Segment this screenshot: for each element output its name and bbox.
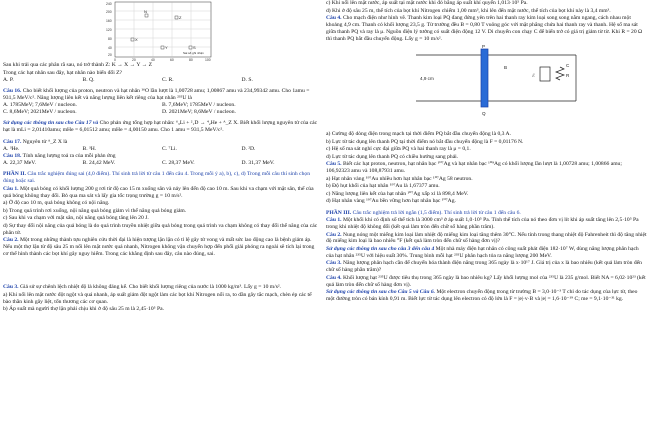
left-column <box>3 0 321 443</box>
question-number: Câu 1. <box>326 217 342 224</box>
question-number: Câu 17. <box>3 138 22 145</box>
question-4 <box>326 15 647 43</box>
question-number: Câu 3. <box>326 260 342 267</box>
x-tick: 80 <box>189 58 193 62</box>
q-decay-options <box>3 77 321 84</box>
option[interactable]: D. 2021MeV; 8,6MeV / nucleon. <box>162 109 236 116</box>
question-3 <box>3 284 321 291</box>
statement[interactable]: c) Hệ số ma sát nghỉ cực đại giữa PQ và hai thanh ray là μ = 0,1. <box>326 146 471 153</box>
chart-point <box>131 38 134 41</box>
question-18 <box>3 153 321 160</box>
rod-pq <box>481 49 488 107</box>
question-number: Câu 18. <box>3 152 22 159</box>
question-number: Câu 3. <box>3 284 19 291</box>
statement[interactable]: d) Hạt nhân vàng ¹⁹⁷Au bền vững hơn hạt nhân bạc ¹⁰⁷Ag. <box>326 198 456 205</box>
y-tick: 120 <box>106 28 112 32</box>
battery <box>540 67 550 81</box>
y-tick: 20 <box>108 53 112 57</box>
chart-point <box>145 14 148 17</box>
question-text: Một khối khí có định số thể tích là 3000 cm³ ở áp suất 1,0·10⁵ Pa. Tính thể tích của nó theo đơn vị lít khi áp suất tăng lên 2,5·10⁵ Pa trong khi nhiệt độ không đổi (kết quả làm tròn đến chữ số hàng phần trăm). <box>326 217 639 231</box>
option[interactable]: B. Q. <box>82 77 95 83</box>
option[interactable]: C. ⁷Li. <box>162 146 177 153</box>
info-heading: Sử dụng các thông tin sau cho câu 3 đến câu 4 <box>326 245 435 252</box>
info-block <box>3 120 321 134</box>
x-tick: 100 <box>205 58 211 62</box>
y-tick: 240 <box>106 2 112 6</box>
short-question-1 <box>326 217 647 231</box>
q-decay-sub: Trong các hạt nhân sau đây, hạt nhân nào biến đổi Z? <box>3 69 123 76</box>
x-tick: 0 <box>114 58 116 62</box>
question-18-options <box>3 160 321 167</box>
option[interactable]: D. ²D. <box>241 146 256 153</box>
question-2 <box>3 237 321 258</box>
option[interactable]: C. 28,37 MeV. <box>162 160 195 167</box>
label-distance: 4,9 cm <box>420 76 434 82</box>
rheostat <box>556 67 564 80</box>
info-text: Cho phản ứng tổng hợp hạt nhân: ⁶₃Li + ²₁D → ⁴₂He + ᴬ_Z X. Biết khối lượng nguyên tử của các hạt là mLi = 2,01410amu; mHe = 6,01512 amu; mHe = 4,00150 amu. Cho 1 amu = 931,5 MeV/c². <box>3 120 318 134</box>
statement[interactable]: d) Sự thay đổi nội năng của quả bóng là do quá trình truyền nhiệt giữa quả bóng trong quá trình va chạm không có thay đổi thể năng của các phân tử. <box>3 222 318 236</box>
y-tick: 200 <box>106 10 112 14</box>
chart-point <box>189 46 192 49</box>
question-16-options-2 <box>3 109 321 116</box>
label-q: Q <box>482 111 486 117</box>
point-label: X <box>135 37 138 42</box>
question-1 <box>3 186 321 200</box>
statement[interactable]: a) Cường độ dòng điện trong mạch tại thời điểm PQ bắt đầu chuyển động là 0,3 A. <box>326 131 511 138</box>
short-question-3 <box>326 260 647 274</box>
info-heading: Sử dụng các thông tin sau cho Câu 5 và Câu 6. <box>326 289 436 296</box>
y-tick: 80 <box>108 37 112 41</box>
label-p: P <box>482 44 486 50</box>
statement[interactable]: d) Khi ở độ sâu 25 m, thể tích của bọt khí Nitrogen chiếm 1,00 mm³, khi lên đến mặt nước, thể tích của bọt khí này là 3,4 mm³. <box>326 7 611 14</box>
question-text: Nguyên tử ᴬ_Z X là <box>22 138 68 145</box>
question-number: Câu 2. <box>3 237 19 244</box>
point-label: Z <box>179 15 182 20</box>
question-number: Câu 2. <box>326 231 342 238</box>
option[interactable]: A. 22,37 MeV. <box>3 160 36 167</box>
info-heading: Sử dụng các thông tin sau cho Câu 17 và <box>3 120 99 127</box>
question-text: Cho biết khối lượng của proton, neutron và hạt nhân ¹⁶O lần lượt là 1,00728 amu; 1,00867 amu và 234,99342 amu. Cho 1amu = 931,5 MeV/c². Năng lượng liên kết và năng lượng liên kết riêng của hạt nhân ²³⁵U là <box>3 87 310 101</box>
x-tick: 60 <box>170 58 174 62</box>
short-question-4 <box>326 275 647 289</box>
part-2-heading <box>3 171 321 185</box>
statement[interactable]: a) Khi nổi lên mặt nước đột ngột và quá nhanh, áp suất giảm đột ngột làm các bọt khí Nitrogen nổi ra, to dần gây tắc mạch, chèn ép các tế bào thần kinh gây liệt, tổn thương các cơ quan. <box>3 291 312 305</box>
question-17-options <box>3 146 321 153</box>
question-text: Một trong những thành tựu nghiên cứu thời đại là hiện tượng lặn lặn có tỉ lệ gây tử vong và mất sức lao động cao là bệnh giảm áp. Nếu một thợ lặn từ độ sâu 25 m nổi lên mặt nước quá nhanh, Nitrogen không vận chuyển hợp đến phổi giải phóng ra ngoài sẽ tích lại trong cơ thể hình thành các bọt khí gây nguy hiểm. Trong các khẳng định sau đây, câu nào đúng, sai. <box>3 237 315 257</box>
question-text: Tính năng lượng toả ra của mỗi phản ứng <box>22 152 116 159</box>
info-block <box>326 246 647 260</box>
decay-chart <box>3 0 321 62</box>
x-tick: 20 <box>132 58 136 62</box>
info-text: Một nhà máy điện hạt nhân có công suất phát điện 182·10⁷ W, dùng năng lượng phân hạch của hạt nhân ²³⁵U với hiệu suất 30%. Trung bình mỗi hạt ²³⁵U phân hạch tỏa ra năng lượng 200 MeV. <box>326 245 639 259</box>
label-r: R <box>566 73 570 79</box>
question-number: Câu 5. <box>326 161 342 168</box>
option[interactable]: D. S. <box>241 77 253 83</box>
option[interactable]: A. ³He. <box>3 146 20 153</box>
statement[interactable]: b) Áp suất mà người thợ lặn phải chịu khi ở độ sâu 25 m là 2,45·10⁵ Pa. <box>3 306 164 313</box>
info-text: Một electron chuyển động trong từ trường B = 3,0·10⁻³ T chỉ do tác dụng của lực từ, theo một đường tròn có bán kính 0,91 m. Biết lực từ tác dụng lên electron có độ lớn là F = |e|·v·B và |e| = 1,6·10⁻¹⁹ C; me = 9,1·10⁻³¹ kg. <box>326 289 638 303</box>
part-instructions: Câu trắc nghiệm đúng sai (4,0 điểm). Thí sinh trả lời từ câu 1 đến câu 4. Trong mỗi ý a), b), c), d) Trong mỗi câu thí sinh chọn đúng hoặc sai. <box>3 171 310 185</box>
statement[interactable]: b) Độ hụt khối của hạt nhân ¹⁹⁷Au là 1,67377 amu. <box>326 183 440 190</box>
question-text: Giả sử sự chênh lệch nhiệt độ là không đáng kể. Cho biết khối lượng riêng của nước là 1000 kg/m³. Lấy g = 10 m/s². <box>19 284 281 291</box>
statement[interactable]: c) Năng lượng liên kết của hạt nhân ¹⁰⁷Ag xấp xỉ là 898,4 MeV. <box>326 190 469 197</box>
question-5 <box>326 161 647 175</box>
label-c: C <box>566 63 570 69</box>
chart-point <box>161 46 164 49</box>
statement[interactable]: d) Lực từ tác dụng lên thanh PQ có chiều hướng sang phải. <box>326 153 459 160</box>
info-block <box>326 289 647 303</box>
x-tick: 40 <box>151 58 155 62</box>
option[interactable]: C. 8,6MeV; 2021MeV / nucleon. <box>3 109 77 116</box>
option[interactable]: B. ³H. <box>82 146 97 153</box>
short-question-2 <box>326 232 647 246</box>
part-3-heading <box>326 210 647 217</box>
option[interactable]: D. 31,37 MeV. <box>241 160 275 167</box>
circuit-diagram <box>326 43 647 131</box>
y-tick: 40 <box>108 46 112 50</box>
question-text: Khối lượng hạt ²³⁵U được tiêu thụ trong 365 ngày là bao nhiêu kg? Lấy khối lượng mol của ²³⁵U là 235 g/mol. Biết NA = 6,02·10²³ (kết quả làm tròn đến chữ số hàng đơn vị). <box>326 274 646 288</box>
part-label: PHẦN III. <box>326 209 352 216</box>
statement[interactable]: c) Khi nổi lên mặt nước, áp suất tại mặt nước khi đó bằng áp suất khí quyển 1,013·10⁵ Pa. <box>326 0 528 6</box>
point-label: Y <box>165 45 168 50</box>
point-label: S <box>193 45 196 50</box>
label-emf: ℰ <box>532 73 535 79</box>
question-text: Biết các hạt proton, neutron, hạt nhân bạc ¹⁰⁷Ag và hạt nhân bạc ¹⁰⁹Ag có khối lượng lần lượt là 1,00728 amu; 1,00866 amu; 106,92323 amu và 108,87931 amu. <box>326 161 622 175</box>
option[interactable]: B. 7,6MeV; 1785MeV / nucleon. <box>162 102 236 109</box>
option[interactable]: A. P. <box>3 77 14 83</box>
point-label: N <box>144 9 147 14</box>
part-label: PHẦN II. <box>3 171 26 178</box>
option[interactable]: C. R. <box>162 77 174 83</box>
question-number: Câu 16. <box>3 87 22 94</box>
chart-note: Sai số ghi nhận <box>183 51 204 55</box>
question-17 <box>3 139 321 146</box>
spacer <box>3 258 321 284</box>
question-number: Câu 1. <box>3 185 19 192</box>
statement[interactable]: a) Hạt nhân vàng ¹⁹⁷Au nhiều hơn hạt nhân bạc ¹⁰⁷Ag 58 neutron. <box>326 175 473 182</box>
label-b: B <box>504 65 508 71</box>
y-tick: 160 <box>106 19 112 23</box>
chart-point <box>175 16 178 19</box>
question-text: Cho mạch điện như hình vẽ. Thanh kim loại PQ đang đứng yên trên hai thanh ray kim loại song song nằm ngang, cách nhau một khoảng 4,9 cm. Thanh có khối lượng 23,5 g. Từ trường đều B = 0,80 T vuông góc với mặt phẳng chứa hai thanh ray và thanh. Hệ số ma sát giữa thanh PQ và ray là μ. Nguồn điện lý tưởng có suất điện động 12 V. Di chuyển con chạy C để biến trở có giá trị giảm từ từ. Khi R = 20 Ω thì thanh PQ bắt đầu chuyển động. Lấy g = 10 m/s². <box>326 15 643 42</box>
question-16-options <box>3 102 321 109</box>
option[interactable]: A. 1785MeV; 7,6MeV / nucleon. <box>3 102 77 109</box>
question-text: Năng lượng phân hạch cần để chuyển hóa thành điện năng trong 365 ngày là x·10¹⁷ J. Giá trị của x là bao nhiêu (kết quả làm tròn đến chữ số hàng phần trăm)? <box>326 260 642 274</box>
right-column <box>326 0 647 443</box>
question-number: Câu 4. <box>326 274 342 281</box>
statement[interactable]: b) Trong quá trình rơi xuống, nội năng quả bóng giảm vì thế năng quả bóng giảm. <box>3 207 187 214</box>
statement[interactable]: a) Ở độ cao 10 m, quả bóng không có nội năng. <box>3 200 110 207</box>
question-number: Câu 4. <box>326 15 342 21</box>
option[interactable]: B. 24,42 MeV. <box>82 160 116 167</box>
q-decay-stem: Sau khi trải qua các phân rã sau, nó trở thành Z: K → X → Y → Z <box>3 62 153 68</box>
statement[interactable]: b) Lực từ tác dụng lên thanh PQ tại thời điểm nó bắt đầu chuyển động là F = 0,01176 N. <box>326 138 524 145</box>
part-instructions: Câu trắc nghiệm trả lời ngắn (1,5 điểm). Thí sinh trả lời từ câu 1 đến câu 6. <box>352 209 521 216</box>
question-16 <box>3 88 321 102</box>
question-text: Một quả bóng có khối lượng 200 g rơi từ độ cao 15 m xuống sân và nảy lên đến độ cao 10 m. Sau khi va chạm với mặt sân, thế của quả bóng không thay đổi. Bỏ qua ma sát và lấy gia tốc trọng trường g = 10 m/s². <box>3 185 314 199</box>
question-text: Nung nóng một miếng kim loại làm nhiệt độ miếng kim loại tăng thêm 30°C. Nếu tính trong thang nhiệt độ Fahrenheit thì độ tăng nhiệt độ miếng kim loại là bao nhiêu °F (kết quả làm tròn đến chữ số hàng đơn vị)? <box>326 231 647 245</box>
statement[interactable]: c) Sau khi va chạm với mặt sân, nội năng quả bóng tăng lên 20 J. <box>3 215 149 222</box>
